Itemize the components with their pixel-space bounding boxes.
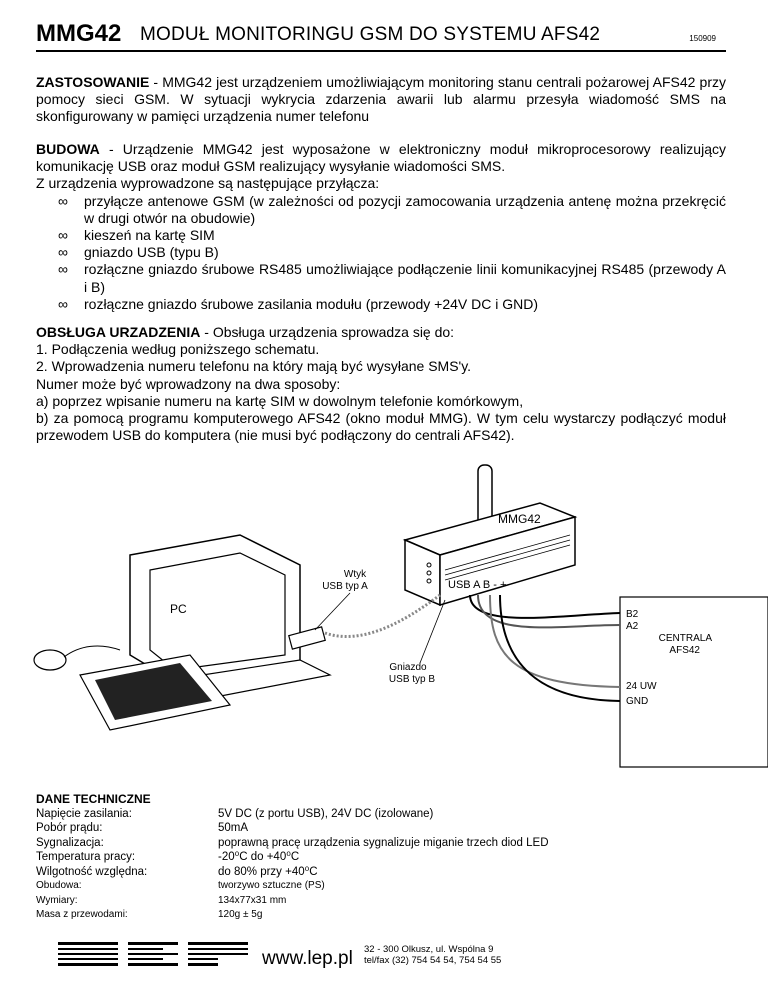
central-label: AFS42 [669, 645, 700, 656]
section-label: BUDOWA [36, 141, 100, 157]
section-budowa [36, 141, 726, 313]
section-text: - Urządzenie MMG42 jest wyposażone w elektroniczny moduł mikroprocesorowy realizujący komunikację USB oraz moduł GSM realizujący wysyłanie wiadomości SMS. [36, 141, 726, 175]
section-intro: Z urządzenia wyprowadzone są następujące przyłącza: [36, 175, 380, 192]
tech-row: Obudowa: tworzywo sztuczne (PS) [36, 880, 325, 892]
plug-label: USB typ A [322, 581, 368, 592]
socket-label: Gniazdo [389, 662, 427, 673]
tech-row: Wymiary: 134x77x31 mm [36, 894, 287, 906]
bullet-icon: ∞ [58, 244, 68, 261]
list-item: ∞ rozłączne gniazdo śrubowe zasilania modułu (przewody +24V DC i GND) [58, 295, 539, 312]
obsluga-line: 2. Wprowadzenia numeru telefonu na który mają być wysyłane SMS'y. [36, 358, 472, 375]
section-text: - Obsługa urządzenia sprowadza się do: [200, 324, 455, 340]
tech-row: Sygnalizacja: poprawną pracę urządzenia sygnalizuje miganie trzech diod LED [36, 836, 549, 849]
socket-label: USB typ B [388, 674, 436, 685]
section-obsluga [36, 324, 726, 444]
tech-row: Napięcie zasilania: 5V DC (z portu USB), 24V DC (izolowane) [36, 807, 434, 820]
obsluga-line: 1. Podłączenia według poniższego schematu. [36, 341, 320, 358]
list-item: ∞ gniazdo USB (typu B) [58, 244, 219, 261]
obsluga-line: Numer może być wprowadzony na dwa sposoby: [36, 375, 341, 392]
ports-label: USB A B - + [448, 579, 507, 591]
central-label: CENTRALA [658, 633, 712, 644]
section-text: - MMG42 jest urządzeniem umożliwiającym monitoring stanu centrali pożarowej AFS42 przy pomocy sieci GSM. W sytuacji wykrycia zdarzenia awarii lub alarmu przesyła wiadomość SMS na skonfigurowany w pamięci urządzenia numer telefonu [36, 74, 726, 125]
terminal-24uw-label: 24 UW [626, 681, 657, 692]
section-label: ZASTOSOWANIE [36, 74, 150, 90]
bullet-icon: ∞ [58, 261, 68, 278]
obsluga-line: a) poprzez wpisanie numeru na kartę SIM w dowolnym telefonie komórkowym, [36, 392, 524, 409]
bullet-icon: ∞ [58, 192, 68, 209]
list-item: ∞ rozłączne gniazdo śrubowe RS485 umożliwiające podłączenie linii komunikacyjnej RS485 (przewody A i B) [58, 261, 726, 295]
footer-address: 32 - 300 Olkusz, ul. Wspólna 9 tel/fax (32) 754 54 54, 754 54 55 [364, 944, 502, 966]
wires [470, 595, 620, 701]
document-subtitle: MODUŁ MONITORINGU GSM DO SYSTEMU AFS42 [140, 24, 601, 45]
tech-title: DANE TECHNICZNE [36, 792, 151, 806]
tech-row: Wilgotność względna: do 80% przy +40⁰C [36, 865, 318, 878]
obsluga-line: b) za pomocą programu komputerowego AFS42 (okno moduł MMG). W tym celu wystarczy podłączyć moduł przewodem USB do komputera (nie musi być podłączony do centrali AFS42). [36, 410, 726, 444]
terminal-b2-label: B2 [626, 609, 639, 620]
pc-label: PC [170, 602, 187, 616]
tech-data [36, 792, 549, 923]
module-label: MMG42 [498, 512, 541, 526]
connection-diagram [0, 455, 768, 775]
tech-row: Masa z przewodami: 120g ± 5g [36, 909, 263, 921]
mouse-cable [64, 646, 120, 657]
document-header [36, 20, 726, 52]
lep-logo [58, 940, 258, 970]
document-code: 150909 [689, 34, 716, 43]
bullet-icon: ∞ [58, 295, 68, 312]
list-item: ∞ kieszeń na kartę SIM [58, 227, 215, 244]
model-title: MMG42 [36, 20, 122, 47]
tech-row: Temperatura pracy: -20⁰C do +40⁰C [36, 851, 300, 864]
socket-pointer [420, 600, 445, 663]
terminal-a2-label: A2 [626, 621, 639, 632]
section-label: OBSŁUGA URZADZENIA [36, 324, 201, 340]
tech-row: Pobór prądu: 50mA [36, 822, 249, 835]
terminal-gnd-label: GND [626, 696, 649, 707]
plug-pointer [315, 593, 350, 630]
list-item: ∞ przyłącze antenowe GSM (w zależności od pozycji zamocowania urządzenia antenę można przekręcić w drugi otwór na obudowie) [58, 192, 726, 226]
mouse-icon [34, 650, 66, 670]
website-link[interactable]: www.lep.pl [262, 948, 353, 969]
plug-label: Wtyk [343, 569, 367, 580]
section-zastosowanie [36, 74, 726, 126]
bullet-icon: ∞ [58, 227, 68, 244]
